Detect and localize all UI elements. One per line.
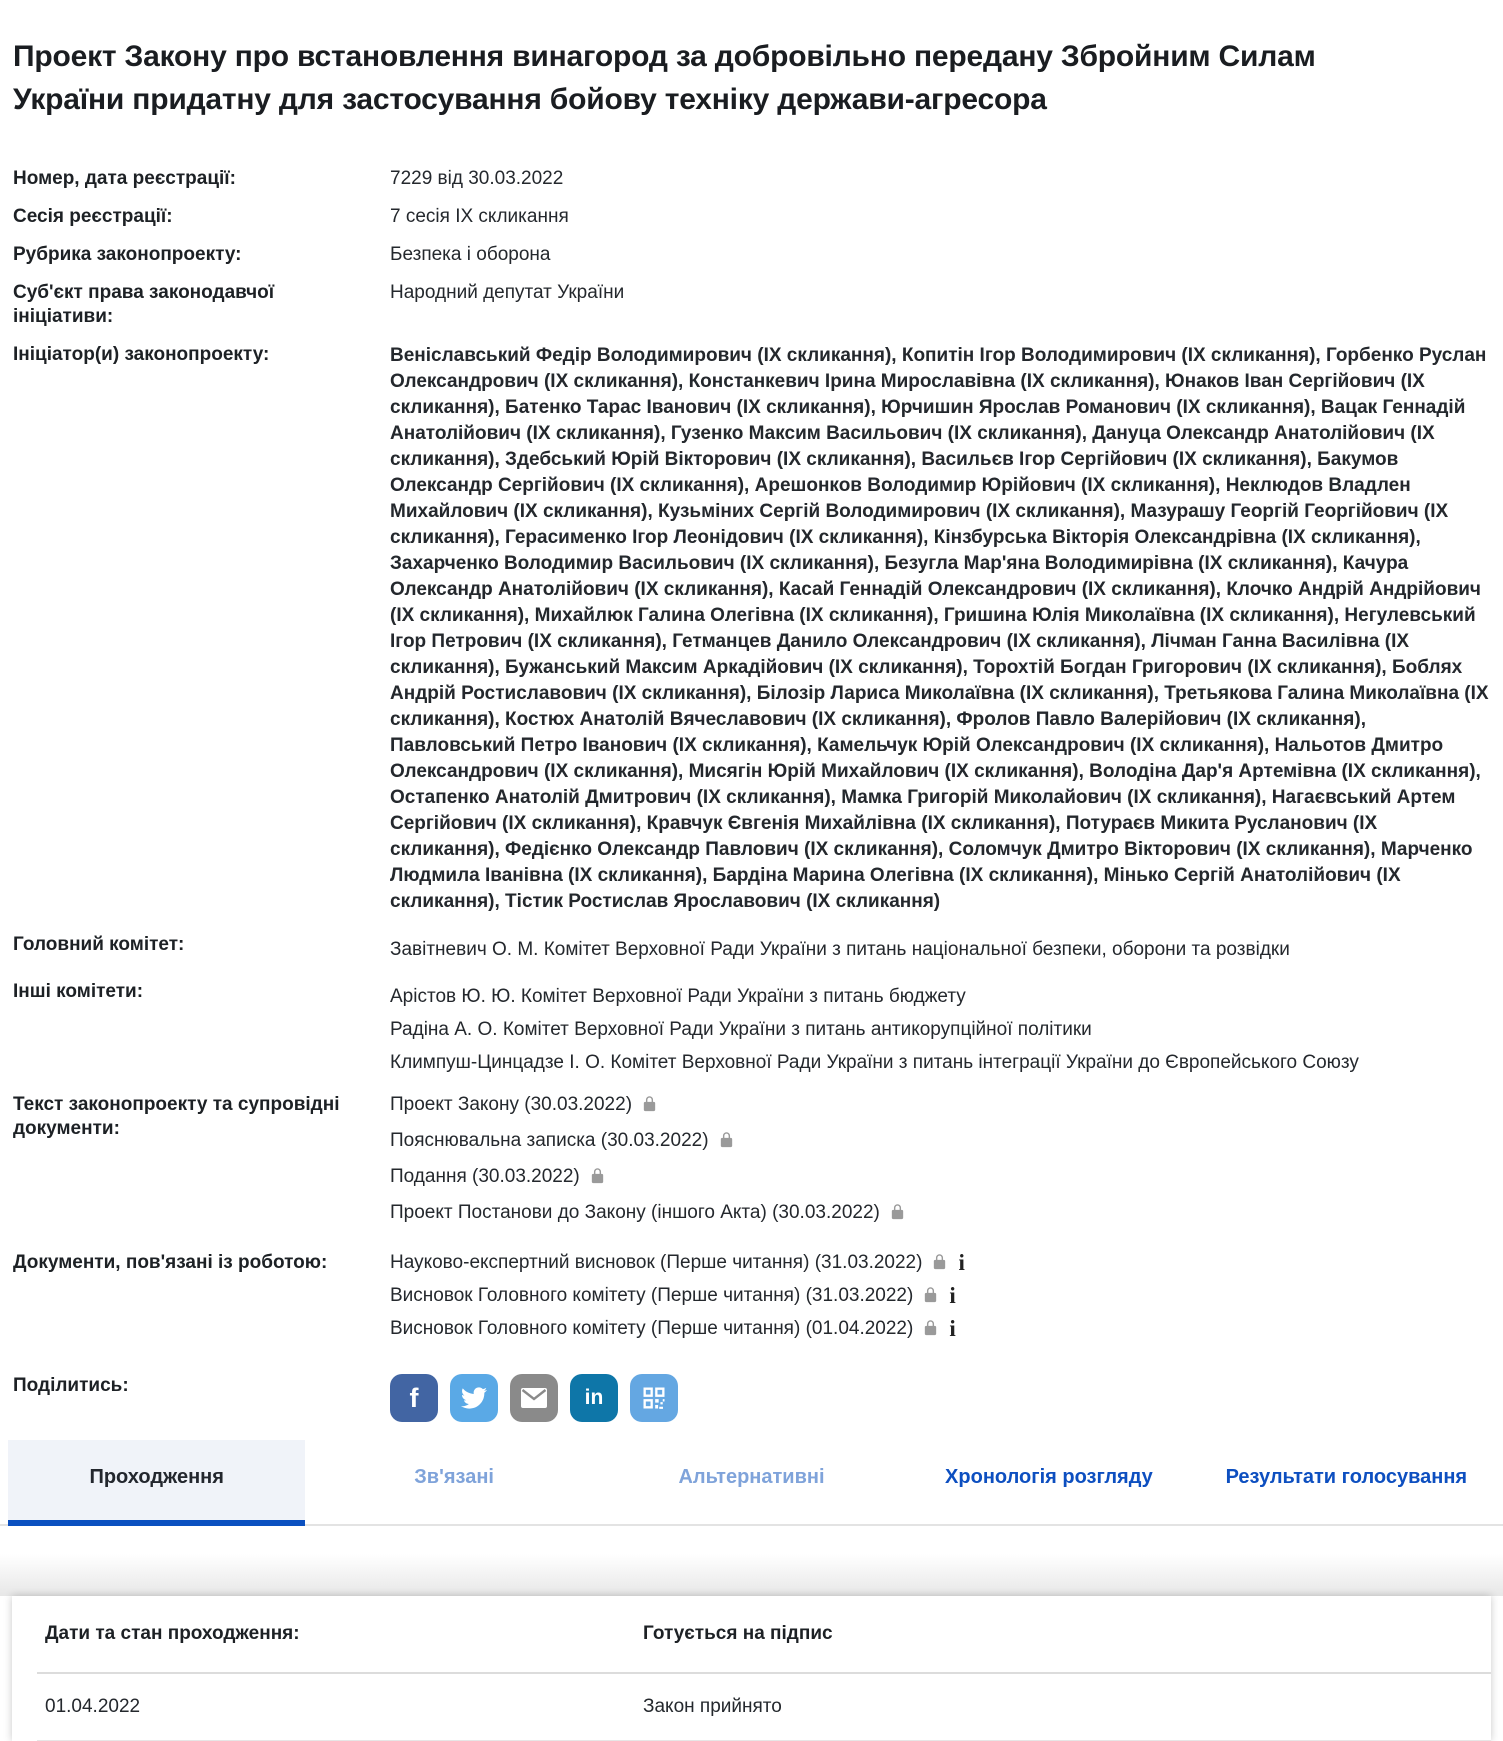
document-row [390,1251,1490,1275]
committee-item: Радіна А. О. Комітет Верховної Ради України з питань антикорупційної політики [390,1019,1092,1041]
document-link[interactable]: Науково-експертний висновок (Перше читання) (31.03.2022) [390,1252,923,1274]
field-value: 7 сесія ІХ скликання [390,206,569,228]
document-row [390,1165,1490,1189]
document-row [390,1201,1490,1225]
tab-zvyazani[interactable]: Зв'язані [414,1466,494,1489]
qr-code-icon [640,1384,668,1412]
status-table-header [12,1622,1491,1672]
status-date: 01.04.2022 [45,1696,141,1718]
column-header-dates: Дати та стан проходження: [45,1623,300,1645]
bill-page [0,36,1503,1741]
document-row [390,1129,1490,1153]
status-table-row [12,1674,1491,1740]
field-value: Завітневич О. М. Комітет Верховної Ради України з питань національної безпеки, оборони та розвідки [390,939,1290,961]
field-initiators [13,343,1490,915]
document-link[interactable]: Проект Закону (30.03.2022) [390,1094,633,1116]
email-icon [520,1387,548,1409]
field-other-committees [13,980,1490,1079]
document-link[interactable]: Висновок Головного комітету (Перше читання) (01.04.2022) [390,1318,914,1340]
tab-rezultaty[interactable]: Результати голосування [1225,1466,1468,1489]
qr-share-button[interactable] [630,1374,678,1422]
card-shadow-band [0,1526,1503,1596]
field-share [13,1374,1490,1422]
bill-details [0,167,1503,1422]
field-label: Документи, пов'язані із роботою: [13,1252,328,1274]
document-link[interactable]: Висновок Головного комітету (Перше читання) (31.03.2022) [390,1285,914,1307]
committee-item: Арістов Ю. Ю. Комітет Верховної Ради України з питань бюджету [390,986,966,1008]
info-icon[interactable]: i [949,1283,956,1309]
document-link[interactable]: Пояснювальна записка (30.03.2022) [390,1130,709,1152]
initiators-list: Веніславський Федір Володимирович (ІХ скликання), Копитін Ігор Володимирович (ІХ скликання), Горбенко Руслан Олександрович (ІХ скликання), Констанкевич Ірина Мирославівна (ІХ скликання), Юнаков Іван Сергійович (ІХ скликання), Батенко Тарас Іванович (ІХ скликання), Юрчишин Ярослав Романович (ІХ скликання), Вацак Геннадій Анатолійович (ІХ скликання), Гузенко Максим Васильович (ІХ скликання), Дануца Олександр Анатолійович (ІХ скликання), Здебський Юрій Вікторович (ІХ скликання), Васильєв Ігор Сергійович (ІХ скликання), Бакумов Олександр Сергійович (ІХ скликання), Арешонков Володимир Юрійович (ІХ скликання), Неклюдов Владлен Михайлович (ІХ скликання), Кузьміних Сергій Володимирович (ІХ скликання), Мазурашу Георгій Георгійович (ІХ скликання), Герасименко Ігор Леонідович (ІХ скликання), Кінзбурська Вікторія Олександрівна (ІХ скликання), Захарченко Володимир Васильович (ІХ скликання), Безугла Мар'яна Володимирівна (ІХ скликання), Качура Олександр Анатолійович (ІХ скликання), Касай Геннадій Олександрович (ІХ скликання), Клочко Андрій Андрійович (ІХ скликання), Михайлюк Галина Олегівна (ІХ скликання), Гришина Юлія Миколаївна (ІХ скликання), Негулевський Ігор Петрович (ІХ скликання), Гетманцев Данило Олександрович (ІХ скликання), Лічман Ганна Василівна (ІХ скликання), Бужанський Максим Аркадійович (ІХ скликання), Торохтій Богдан Григорович (ІХ скликання), Боблях Андрій Ростиславович (ІХ скликання), Білозір Лариса Миколаївна (ІХ скликання), Третьякова Галина Миколаївна (ІХ скликання), Костюх Анатолій Вячеславович (ІХ скликання), Фролов Павло Валерійович (ІХ скликання), Павловський Петро Іванович (ІХ скликання), Камельчук Юрій Олександрович (ІХ скликання), Нальотов Дмитро Олександрович (ІХ скликання), Мисягін Юрій Михайлович (ІХ скликання), Володіна Дар'я Артемівна (ІХ скликання), Остапенко Анатолій Дмитрович (ІХ скликання), Мамка Григорій Миколайович (ІХ скликання), Нагаєвський Артем Сергійович (ІХ скликання), Кравчук Євгенія Михайлівна (ІХ скликання), Потураєв Микита Русланович (ІХ скликання), Федієнко Олександр Павлович (ІХ скликання), Соломчук Дмитро Вікторович (ІХ скликання), Марченко Людмила Іванівна (ІХ скликання), Бардіна Марина Олегівна (ІХ скликання), Мінько Сергій Анатолійович (ІХ скликання), Тістик Ростислав Ярославович (ІХ скликання) [390,345,1489,913]
field-session [13,205,1490,229]
facebook-share-button[interactable] [390,1374,438,1422]
field-value: 7229 від 30.03.2022 [390,168,564,190]
related-documents-list [390,1251,1490,1350]
field-label: Сесія реєстрації: [13,206,173,228]
field-label: Поділитись: [13,1375,129,1397]
lock-icon [922,1318,939,1338]
tab-prohodzhennya[interactable]: Проходження [8,1440,305,1526]
field-value: Народний депутат України [390,282,625,304]
field-label: Номер, дата реєстрації: [13,168,236,190]
field-number [13,167,1490,191]
column-header-status: Готується на підпис [643,1623,833,1645]
email-share-button[interactable] [510,1374,558,1422]
field-label: Текст законопроекту та супровідні документи: [13,1094,340,1140]
share-buttons [390,1374,1490,1422]
field-bill-documents [13,1093,1490,1237]
lock-icon [641,1094,658,1114]
linkedin-icon: in [584,1386,604,1410]
facebook-icon: f [409,1382,419,1413]
lock-icon [922,1285,939,1305]
field-label: Інші комітети: [13,981,144,1003]
twitter-share-button[interactable] [450,1374,498,1422]
field-value: Безпека і оборона [390,244,551,266]
field-related-documents [13,1251,1490,1350]
field-rubric [13,243,1490,267]
tab-hronologiya[interactable]: Хронологія розгляду [945,1466,1153,1489]
status-card [12,1596,1491,1741]
document-link[interactable]: Подання (30.03.2022) [390,1166,580,1188]
field-label: Ініціатор(и) законопроекту: [13,344,270,366]
linkedin-share-button[interactable] [570,1374,618,1422]
lock-icon [931,1252,948,1272]
field-subject [13,281,1490,329]
committee-item: Климпуш-Цинцадзе І. О. Комітет Верховної Ради України з питань інтеграції України до Європейського Союзу [390,1052,1359,1074]
field-label: Рубрика законопроекту: [13,244,242,266]
field-label: Суб'єкт права законодавчої ініціативи: [13,282,275,328]
info-icon[interactable]: i [958,1250,965,1276]
bill-documents-list [390,1093,1490,1237]
document-link[interactable]: Проект Постанови до Закону (іншого Акта) (30.03.2022) [390,1202,880,1224]
document-row [390,1317,1490,1341]
field-head-committee [13,933,1490,966]
field-label: Головний комітет: [13,934,185,956]
document-row [390,1284,1490,1308]
other-committees-list [390,980,1490,1079]
page-title: Проект Закону про встановлення винагород за добровільно передану Збройним Силам України придатну для застосування бойову техніку держави-агресора [13,40,1316,116]
lock-icon [889,1202,906,1222]
status-text: Закон прийнято [643,1696,782,1718]
tab-alternatyvni[interactable]: Альтернативні [678,1466,825,1489]
lock-icon [718,1130,735,1150]
info-icon[interactable]: i [949,1316,956,1342]
twitter-icon [461,1385,487,1411]
document-row [390,1093,1490,1117]
lock-icon [589,1166,606,1186]
tabs-bar [0,1440,1503,1526]
